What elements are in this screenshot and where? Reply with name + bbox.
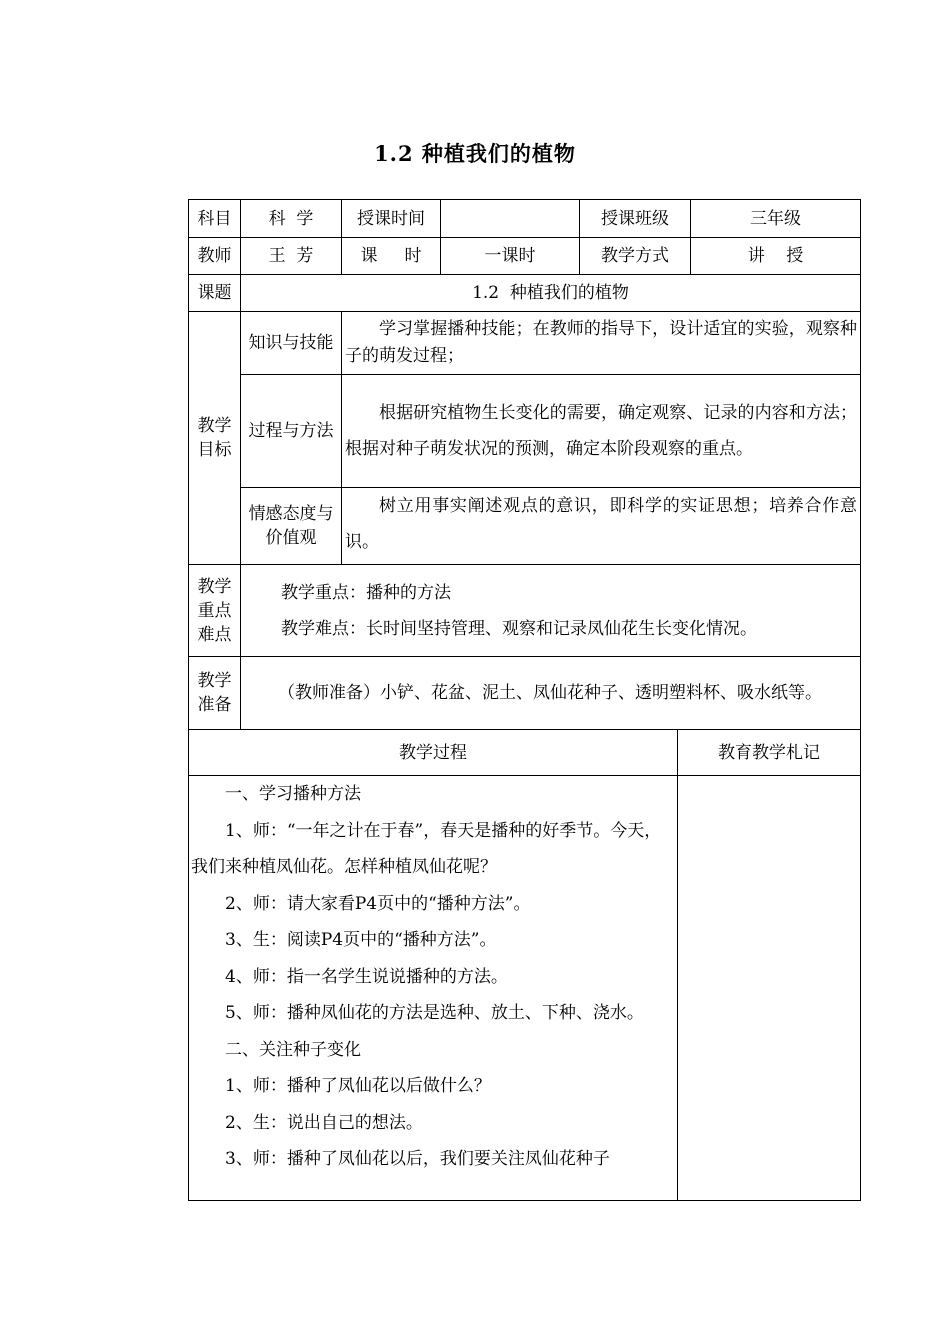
process-line: 1、师：播种了凤仙花以后做什么？ bbox=[225, 1076, 491, 1096]
process-line: 3、师：播种了凤仙花以后，我们要关注凤仙花种子 bbox=[225, 1149, 610, 1169]
process-method-label: 过程与方法 bbox=[241, 375, 342, 488]
knowledge-text: 学习掌握播种技能；在教师的指导下，设计适宜的实验，观察种子的萌发过程； bbox=[342, 312, 861, 375]
subject-value: 科 学 bbox=[241, 200, 342, 238]
process-method-text: 根据研究植物生长变化的需要，确定观察、记录的内容和方法；根据对种子萌发状况的预测，确定本阶段观察的重点。 bbox=[342, 375, 861, 488]
process-content bbox=[189, 776, 678, 1201]
topic-label: 课题 bbox=[189, 275, 241, 312]
teacher-label: 教师 bbox=[189, 238, 241, 275]
teaching-process-table bbox=[188, 729, 861, 1201]
time-label: 授课时间 bbox=[342, 200, 441, 238]
topic-value: 1.2 种植我们的植物 bbox=[241, 275, 861, 312]
difficulty-point: 教学难点：长时间坚持管理、观察和记录凤仙花生长变化情况。 bbox=[281, 618, 757, 639]
process-header: 教学过程 bbox=[189, 730, 678, 776]
focus-label: 教学 重点 难点 bbox=[189, 565, 241, 657]
process-line: 二、关注种子变化 bbox=[225, 1039, 361, 1060]
key-point: 教学重点：播种的方法 bbox=[281, 582, 451, 603]
lesson-info-table bbox=[188, 199, 861, 730]
method-value: 讲 授 bbox=[691, 238, 861, 275]
class-value: 三年级 bbox=[691, 200, 861, 238]
emotion-label: 情感态度与 价值观 bbox=[241, 488, 342, 565]
process-line: 一、学习播种方法 bbox=[225, 784, 361, 804]
process-line: 2、师：请大家看P4页中的“播种方法”。 bbox=[225, 893, 531, 914]
process-line: 4、师：指一名学生说说播种的方法。 bbox=[225, 966, 508, 987]
hours-label: 课 时 bbox=[342, 238, 441, 275]
teacher-value: 王 芳 bbox=[241, 238, 342, 275]
emotion-text: 树立用事实阐述观点的意识，即科学的实证思想；培养合作意识。 bbox=[342, 488, 861, 565]
time-value bbox=[441, 200, 580, 238]
hours-value: 一课时 bbox=[441, 238, 580, 275]
page-title: 1.2 种植我们的植物 bbox=[374, 141, 576, 166]
process-line: 2、生：说出自己的想法。 bbox=[225, 1112, 423, 1133]
process-line: 3、生：阅读P4页中的“播种方法”。 bbox=[225, 930, 497, 950]
focus-text bbox=[241, 565, 861, 657]
process-line: 1、师：“一年之计在于春”，春天是播种的好季节。今天，我们来种植凤仙花。怎样种植凤仙花呢？ bbox=[191, 820, 662, 877]
notes-content bbox=[678, 776, 861, 1201]
subject-label: 科目 bbox=[189, 200, 241, 238]
method-label: 教学方式 bbox=[580, 238, 691, 275]
class-label: 授课班级 bbox=[580, 200, 691, 238]
goals-label: 教学 目标 bbox=[189, 312, 241, 565]
prep-text: （教师准备）小铲、花盆、泥土、凤仙花种子、透明塑料杯、吸水纸等。 bbox=[241, 657, 861, 730]
notes-header: 教育教学札记 bbox=[678, 730, 861, 776]
knowledge-label: 知识与技能 bbox=[241, 312, 342, 375]
process-line: 5、师：播种凤仙花的方法是选种、放土、下种、浇水。 bbox=[225, 1003, 644, 1023]
prep-label: 教学 准备 bbox=[189, 657, 241, 730]
